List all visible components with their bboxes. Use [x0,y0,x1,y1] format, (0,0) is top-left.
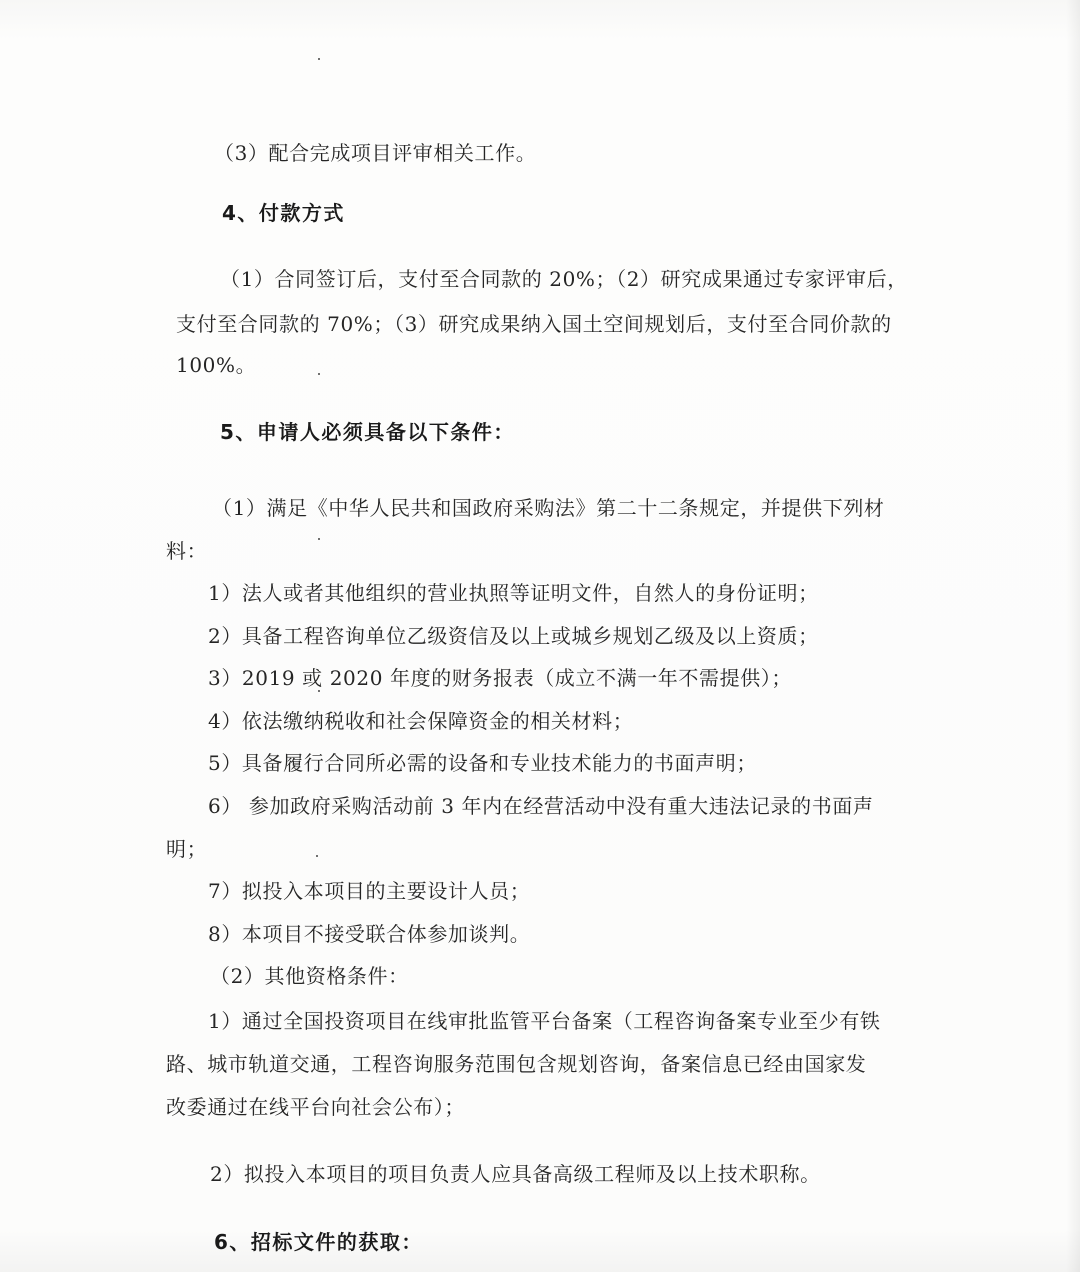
condition-1-item-1: 1）法人或者其他组织的营业执照等证明文件，自然人的身份证明； [208,581,819,605]
condition-1-line-1: （1）满足《中华人民共和国政府采购法》第二十二条规定，并提供下列材 [212,496,885,520]
condition-2-heading: （2）其他资格条件： [210,964,409,988]
payment-terms-line-1: （1）合同签订后，支付至合同款的 20%；（2）研究成果通过专家评审后， [220,267,908,291]
scan-speck [318,58,320,60]
section-5-heading: 5、申请人必须具备以下条件： [220,420,515,444]
condition-2-item-2: 2）拟投入本项目的项目负责人应具备高级工程师及以上技术职称。 [210,1162,821,1186]
condition-2-item-1-line-2: 路、城市轨道交通，工程咨询服务范围包含规划咨询，备案信息已经由国家发 [166,1052,867,1076]
item-3-3: （3）配合完成项目评审相关工作。 [214,141,537,165]
section-4-heading: 4、付款方式 [222,201,345,225]
payment-terms-line-2: 支付至合同款的 70%；（3）研究成果纳入国土空间规划后，支付至合同价款的 [176,312,892,336]
condition-1-item-4: 4）依法缴纳税收和社会保障资金的相关材料； [208,709,634,733]
scan-speck [316,855,318,857]
scan-edge-shadow [1066,0,1080,1272]
condition-1-item-5: 5）具备履行合同所必需的设备和专业技术能力的书面声明； [208,751,757,775]
condition-1-item-6-line-2: 明； [166,837,208,861]
section-6-heading: 6、招标文件的获取： [214,1230,423,1254]
condition-1-item-7: 7）拟投入本项目的主要设计人员； [208,879,531,903]
condition-1-line-2: 料： [166,539,208,563]
condition-2-item-1-line-3: 改委通过在线平台向社会公布）； [166,1095,465,1119]
condition-1-item-8: 8）本项目不接受联合体参加谈判。 [208,922,531,946]
condition-1-item-2: 2）具备工程咨询单位乙级资信及以上或城乡规划乙级及以上资质； [208,624,819,648]
payment-terms-line-3: 100%。 [176,353,257,377]
condition-2-item-1-line-1: 1）通过全国投资项目在线审批监管平台备案（工程咨询备案专业至少有铁 [208,1009,881,1033]
condition-1-item-3: 3）2019 或 2020 年度的财务报表（成立不满一年不需提供）； [208,666,792,690]
condition-1-item-6-line-1: 6） 参加政府采购活动前 3 年内在经营活动中没有重大违法记录的书面声 [208,794,874,818]
scan-speck [318,373,320,375]
scan-speck [318,538,320,540]
